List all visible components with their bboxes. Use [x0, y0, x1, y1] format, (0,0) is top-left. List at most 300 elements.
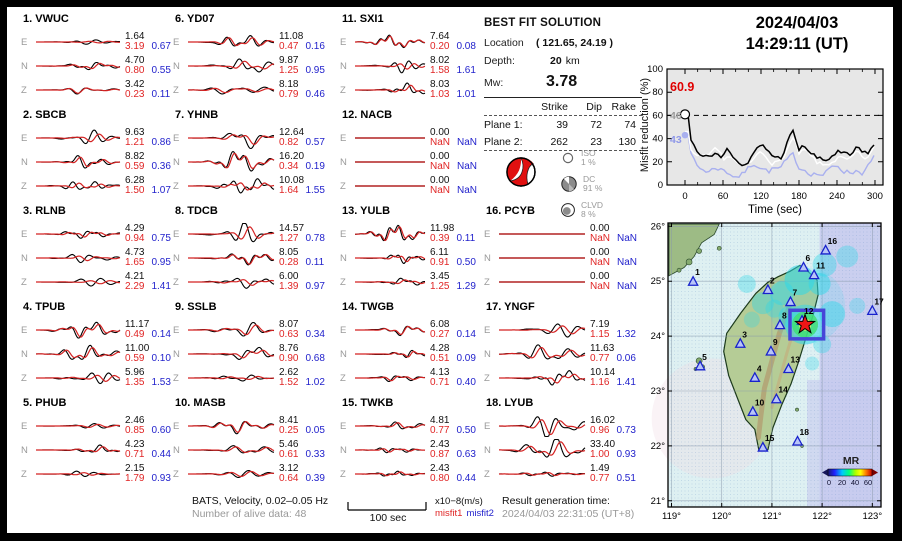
svg-text:80: 80 [652, 87, 663, 99]
channel-label: Z [340, 84, 346, 96]
svg-text:15: 15 [764, 433, 775, 444]
svg-text:8: 8 [781, 310, 787, 321]
station-block-tdcb [173, 205, 329, 294]
channel-label: N [484, 348, 491, 360]
amplitude-misfit-values: 12.64 0.82 0.57 [279, 126, 325, 148]
channel-row-n [173, 342, 329, 366]
waveform-tdcb-e [186, 222, 276, 246]
waveform-masb-z [186, 462, 276, 486]
amplitude-misfit-values: 2.43 0.87 0.63 [430, 438, 476, 460]
station-title: 5. PHUB [23, 397, 67, 409]
channel-row-z [340, 270, 496, 294]
iso-icon [560, 150, 576, 166]
channel-label: Z [173, 372, 179, 384]
svg-text:6: 6 [805, 252, 811, 263]
scale-bar-label: 100 sec [369, 512, 407, 524]
station-block-lyub [484, 397, 640, 486]
station-block-masb [173, 397, 329, 486]
amplitude-misfit-values: 3.45 1.25 1.29 [430, 270, 476, 292]
waveform-pcyb-n [497, 246, 587, 270]
col-dip: Dip [586, 100, 602, 113]
amplitude-misfit-values: 0.00 NaN NaN [430, 150, 478, 172]
station-title: 11. SXI1 [342, 13, 384, 25]
channel-label: N [340, 444, 347, 456]
alive-data-count: Number of alive data: 48 [192, 508, 307, 520]
channel-row-e [173, 126, 329, 150]
waveform-yhnb-n [186, 150, 276, 174]
station-block-sxi1 [340, 13, 496, 102]
svg-text:123°: 123° [862, 511, 883, 522]
station-title: 9. SSLB [175, 301, 217, 313]
svg-text:24°: 24° [650, 331, 665, 343]
amplitude-misfit-values: 4.21 2.29 1.41 [125, 270, 171, 292]
station-title: 8. TDCB [175, 205, 218, 217]
location-value: ( 121.65, 24.19 ) [536, 37, 614, 49]
channel-label: Z [173, 468, 179, 480]
station-title: 10. MASB [175, 397, 226, 409]
clvd-icon [560, 202, 576, 218]
channel-label: E [340, 36, 347, 48]
channel-label: Z [21, 84, 27, 96]
waveform-sxi1-z [353, 78, 427, 102]
event-time: 14:29:11 (UT) [745, 35, 849, 53]
waveform-phub-e [34, 414, 122, 438]
channel-label: Z [484, 372, 490, 384]
channel-row-e [484, 222, 640, 246]
channel-row-e [173, 318, 329, 342]
amplitude-misfit-values: 3.12 0.64 0.39 [279, 462, 325, 484]
waveform-sxi1-e [353, 30, 427, 54]
channel-label: E [173, 36, 180, 48]
channel-label: E [340, 228, 347, 240]
amplitude-misfit-values: 9.87 1.25 0.95 [279, 54, 325, 76]
plane2-row: Plane 2: 262 23 130 [484, 135, 636, 148]
amplitude-misfit-values: 14.57 1.27 0.78 [279, 222, 325, 244]
amplitude-misfit-values: 4.29 0.94 0.75 [125, 222, 171, 244]
misfit-legend [435, 508, 494, 519]
svg-text:4: 4 [756, 363, 762, 374]
amplitude-misfit-values: 0.00 NaN NaN [590, 222, 638, 244]
svg-text:122°: 122° [812, 511, 832, 522]
channel-label: Z [340, 276, 346, 288]
svg-text:12: 12 [804, 306, 814, 317]
waveform-twkb-z [353, 462, 427, 486]
channel-label: Z [340, 180, 346, 192]
channel-label: N [173, 444, 180, 456]
svg-text:14: 14 [778, 384, 788, 395]
panel-title: BEST FIT SOLUTION [484, 17, 602, 29]
station-block-twkb [340, 397, 496, 486]
channel-row-e [340, 126, 496, 150]
channel-label: N [173, 348, 180, 360]
svg-text:13: 13 [790, 354, 800, 365]
channel-label: N [21, 60, 28, 72]
channel-row-z [21, 462, 177, 486]
svg-text:60: 60 [863, 478, 873, 487]
channel-row-n [340, 342, 496, 366]
channel-row-n [173, 438, 329, 462]
channel-label: N [173, 60, 180, 72]
channel-row-e [484, 414, 640, 438]
station-title: 17. YNGF [486, 301, 535, 313]
channel-label: E [173, 420, 180, 432]
amplitude-misfit-values: 16.20 0.34 0.19 [279, 150, 325, 172]
amplitude-misfit-values: 8.03 1.03 1.01 [430, 78, 476, 100]
channel-row-e [173, 414, 329, 438]
amplitude-misfit-values: 11.08 0.47 0.16 [279, 30, 325, 52]
channel-row-z [21, 174, 177, 198]
waveform-sbcb-e [34, 126, 122, 150]
station-title: 7. YHNB [175, 109, 219, 121]
depth-value: 20 [550, 55, 562, 67]
channel-label: E [173, 132, 180, 144]
svg-text:21°: 21° [650, 495, 665, 507]
amplitude-misfit-values: 2.43 0.80 0.44 [430, 462, 476, 484]
amplitude-misfit-values: 3.42 0.23 0.11 [125, 78, 171, 100]
amplitude-misfit-values: 7.19 1.15 1.32 [590, 318, 636, 340]
focal-mechanism-beachball-icon [502, 153, 540, 194]
channel-row-n [484, 246, 640, 270]
svg-text:119°: 119° [662, 511, 681, 522]
station-title: 12. NACB [342, 109, 393, 121]
channel-row-e [173, 30, 329, 54]
colorbar-title: MR [842, 455, 860, 467]
amplitude-misfit-values: 11.00 0.59 0.10 [125, 342, 171, 364]
station-title: 3. RLNB [23, 205, 66, 217]
waveform-twgb-n [353, 342, 427, 366]
channel-row-z [21, 366, 177, 390]
waveform-lyub-n [497, 438, 587, 462]
amplitude-misfit-values: 2.46 0.85 0.60 [125, 414, 171, 436]
station-title: 14. TWGB [342, 301, 394, 313]
channel-row-e [484, 318, 640, 342]
channel-label: N [340, 60, 347, 72]
channel-label: Z [340, 372, 346, 384]
waveform-yd07-e [186, 30, 276, 54]
svg-text:46: 46 [670, 110, 682, 122]
svg-text:40: 40 [850, 478, 860, 487]
channel-row-e [340, 414, 496, 438]
svg-text:0: 0 [657, 180, 663, 191]
svg-text:40: 40 [652, 133, 663, 145]
amplitude-misfit-values: 2.62 1.52 1.02 [279, 366, 325, 388]
channel-label: E [340, 420, 347, 432]
channel-label: E [21, 132, 28, 144]
waveform-phub-z [34, 462, 122, 486]
misfit1-label: misfit1 [435, 508, 463, 519]
svg-text:10: 10 [754, 397, 765, 408]
channel-label: N [340, 252, 347, 264]
waveform-yngf-e [497, 318, 587, 342]
channel-row-n [340, 54, 496, 78]
station-block-rlnb [21, 205, 177, 294]
amplitude-misfit-values: 7.64 0.20 0.08 [430, 30, 476, 52]
waveform-vwuc-n [34, 54, 122, 78]
amplitude-misfit-values: 11.98 0.39 0.11 [430, 222, 476, 244]
amplitude-misfit-values: 4.81 0.77 0.50 [430, 414, 476, 436]
svg-text:23°: 23° [650, 385, 665, 397]
waveform-twkb-e [353, 414, 427, 438]
station-block-phub [21, 397, 177, 486]
amplitude-misfit-values: 1.49 0.77 0.51 [590, 462, 636, 484]
amplitude-misfit-values: 5.96 1.35 1.53 [125, 366, 171, 388]
event-datetime [697, 13, 893, 55]
svg-text:60.9: 60.9 [670, 80, 695, 94]
data-description: BATS, Velocity, 0.02–0.05 Hz [192, 495, 329, 507]
channel-label: E [340, 324, 347, 336]
waveform-tpub-n [34, 342, 122, 366]
amplitude-misfit-values: 4.70 0.80 0.55 [125, 54, 171, 76]
channel-row-e [21, 222, 177, 246]
waveform-sslb-e [186, 318, 276, 342]
location-label: Location [484, 37, 524, 49]
channel-label: N [340, 348, 347, 360]
channel-label: E [340, 132, 347, 144]
svg-text:11: 11 [816, 260, 826, 271]
waveform-tpub-z [34, 366, 122, 390]
station-block-tpub [21, 301, 177, 390]
amplitude-misfit-values: 8.76 0.90 0.68 [279, 342, 325, 364]
channel-row-z [21, 270, 177, 294]
waveform-yd07-n [186, 54, 276, 78]
col-rake: Rake [611, 100, 636, 113]
waveform-sbcb-z [34, 174, 122, 198]
dc-icon [560, 175, 578, 193]
channel-label: N [21, 156, 28, 168]
waveform-twkb-n [353, 438, 427, 462]
clvd-row: CLVD 8 % [560, 197, 603, 223]
channel-label: N [340, 156, 347, 168]
amplitude-misfit-values: 9.63 1.21 0.86 [125, 126, 171, 148]
channel-row-n [21, 54, 177, 78]
channel-label: Z [484, 468, 490, 480]
time-scale-bar [347, 499, 429, 513]
svg-text:3: 3 [742, 329, 748, 340]
amplitude-misfit-values: 0.00 NaN NaN [430, 174, 478, 196]
waveform-yulb-n [353, 246, 427, 270]
amplitude-misfit-values: 16.02 0.96 0.73 [590, 414, 636, 436]
channel-row-e [21, 30, 177, 54]
waveform-sslb-n [186, 342, 276, 366]
svg-text:5: 5 [702, 351, 707, 362]
svg-text:18: 18 [799, 427, 809, 438]
svg-text:300: 300 [867, 191, 883, 202]
channel-row-e [173, 222, 329, 246]
amplitude-misfit-values: 8.05 0.28 0.11 [279, 246, 325, 268]
channel-row-z [21, 78, 177, 102]
channel-label: Z [21, 180, 27, 192]
waveform-yd07-z [186, 78, 276, 102]
channel-label: N [21, 252, 28, 264]
channel-label: Z [173, 84, 179, 96]
waveform-vwuc-e [34, 30, 122, 54]
channel-label: Z [340, 468, 346, 480]
waveform-pcyb-z [497, 270, 587, 294]
station-block-sslb [173, 301, 329, 390]
waveform-sxi1-n [353, 54, 427, 78]
channel-label: Z [173, 180, 179, 192]
channel-label: E [484, 420, 491, 432]
waveform-masb-e [186, 414, 276, 438]
svg-text:0: 0 [682, 191, 688, 202]
waveform-yulb-z [353, 270, 427, 294]
channel-label: E [21, 420, 28, 432]
svg-text:100: 100 [647, 64, 663, 75]
channel-label: E [21, 36, 28, 48]
station-block-twgb [340, 301, 496, 390]
station-block-yhnb [173, 109, 329, 198]
waveform-yngf-n [497, 342, 587, 366]
channel-label: Z [21, 372, 27, 384]
channel-label: E [484, 324, 491, 336]
depth-label: Depth: [484, 55, 515, 67]
channel-row-z [173, 174, 329, 198]
channel-row-n [173, 54, 329, 78]
waveform-rlnb-e [34, 222, 122, 246]
station-block-yulb [340, 205, 496, 294]
channel-label: N [484, 444, 491, 456]
channel-row-z [340, 366, 496, 390]
svg-text:120°: 120° [711, 511, 732, 522]
misfit-y-axis-label: Misfit reduction (%) [639, 77, 651, 173]
channel-row-z [173, 462, 329, 486]
svg-text:120: 120 [753, 191, 769, 202]
nodal-plane-table [484, 97, 642, 151]
table-header-row [484, 98, 642, 116]
amplitude-misfit-values: 6.28 1.50 1.07 [125, 174, 171, 196]
channel-row-e [21, 414, 177, 438]
channel-row-n [340, 246, 496, 270]
station-title: 4. TPUB [23, 301, 66, 313]
svg-text:60: 60 [717, 191, 729, 202]
amplitude-unit-label: x10−8(m/s) [435, 496, 483, 507]
mw-value: 3.78 [546, 73, 578, 90]
station-title: 16. PCYB [486, 205, 535, 217]
waveform-sbcb-n [34, 150, 122, 174]
waveform-sslb-z [186, 366, 276, 390]
waveform-yngf-z [497, 366, 587, 390]
col-strike: Strike [541, 100, 568, 113]
channel-row-e [21, 126, 177, 150]
waveform-tdcb-z [186, 270, 276, 294]
channel-row-e [21, 318, 177, 342]
amplitude-misfit-values: 4.73 1.65 0.95 [125, 246, 171, 268]
waveform-twgb-z [353, 366, 427, 390]
amplitude-misfit-values: 6.11 0.91 0.50 [430, 246, 476, 268]
channel-row-e [340, 30, 496, 54]
amplitude-misfit-values: 2.15 1.79 0.93 [125, 462, 171, 484]
taiwan-station-map [642, 217, 893, 529]
channel-label: N [21, 444, 28, 456]
amplitude-misfit-values: 0.00 NaN NaN [590, 270, 638, 292]
channel-label: Z [21, 468, 27, 480]
station-title: 18. LYUB [486, 397, 534, 409]
amplitude-misfit-values: 1.64 3.19 0.67 [125, 30, 171, 52]
amplitude-misfit-values: 4.23 0.71 0.44 [125, 438, 171, 460]
waveform-phub-n [34, 438, 122, 462]
channel-label: Z [484, 276, 490, 288]
station-block-sbcb [21, 109, 177, 198]
misfit-reduction-chart [637, 53, 893, 219]
waveform-lyub-e [497, 414, 587, 438]
svg-text:43: 43 [670, 134, 682, 146]
amplitude-misfit-values: 4.13 0.71 0.40 [430, 366, 476, 388]
channel-row-z [484, 270, 640, 294]
amplitude-misfit-values: 8.82 0.59 0.36 [125, 150, 171, 172]
channel-label: E [21, 324, 28, 336]
amplitude-misfit-values: 11.63 0.77 0.06 [590, 342, 636, 364]
channel-label: N [21, 348, 28, 360]
waveform-yhnb-e [186, 126, 276, 150]
station-title: 1. VWUC [23, 13, 69, 25]
waveform-vwuc-z [34, 78, 122, 102]
channel-row-n [340, 438, 496, 462]
waveform-yulb-e [353, 222, 427, 246]
channel-row-n [21, 342, 177, 366]
amplitude-misfit-values: 8.02 1.58 1.61 [430, 54, 476, 76]
misfit2-label: misfit2 [466, 508, 494, 519]
station-block-yd07 [173, 13, 329, 102]
svg-text:60: 60 [652, 110, 663, 122]
figure-page [7, 7, 893, 533]
channel-label: E [173, 324, 180, 336]
depth-unit: km [565, 55, 580, 67]
channel-label: N [173, 156, 180, 168]
channel-row-z [484, 462, 640, 486]
channel-row-z [340, 462, 496, 486]
amplitude-misfit-values: 8.07 0.63 0.34 [279, 318, 325, 340]
svg-text:7: 7 [792, 287, 798, 298]
channel-row-n [21, 246, 177, 270]
waveform-nacb-e [353, 126, 427, 150]
channel-label: N [173, 252, 180, 264]
channel-label: E [21, 228, 28, 240]
channel-row-n [340, 150, 496, 174]
waveform-lyub-z [497, 462, 587, 486]
waveform-rlnb-z [34, 270, 122, 294]
svg-text:0: 0 [826, 478, 832, 487]
amplitude-misfit-values: 10.14 1.16 1.41 [590, 366, 636, 388]
dc-row: DC 91 % [560, 171, 603, 197]
channel-label: E [484, 228, 491, 240]
station-title: 6. YD07 [175, 13, 215, 25]
channel-row-z [340, 78, 496, 102]
channel-row-n [173, 246, 329, 270]
waveform-masb-n [186, 438, 276, 462]
station-block-yngf [484, 301, 640, 390]
svg-text:26°: 26° [650, 221, 665, 233]
waveform-tdcb-n [186, 246, 276, 270]
channel-label: N [484, 252, 491, 264]
amplitude-misfit-values: 6.00 1.39 0.97 [279, 270, 325, 292]
waveform-tpub-e [34, 318, 122, 342]
channel-row-z [173, 270, 329, 294]
plane1-row: Plane 1: 39 72 74 [484, 118, 636, 131]
result-time-label: Result generation time: [502, 495, 610, 507]
amplitude-misfit-values: 6.08 0.27 0.14 [430, 318, 476, 340]
channel-row-z [173, 78, 329, 102]
station-title: 2. SBCB [23, 109, 67, 121]
channel-row-z [484, 366, 640, 390]
waveform-nacb-z [353, 174, 427, 198]
station-title: 15. TWKB [342, 397, 394, 409]
event-date: 2024/04/03 [755, 14, 839, 32]
channel-row-n [173, 150, 329, 174]
channel-label: Z [173, 276, 179, 288]
amplitude-misfit-values: 33.40 1.00 0.93 [590, 438, 636, 460]
waveform-twgb-e [353, 318, 427, 342]
svg-text:20: 20 [837, 478, 847, 487]
